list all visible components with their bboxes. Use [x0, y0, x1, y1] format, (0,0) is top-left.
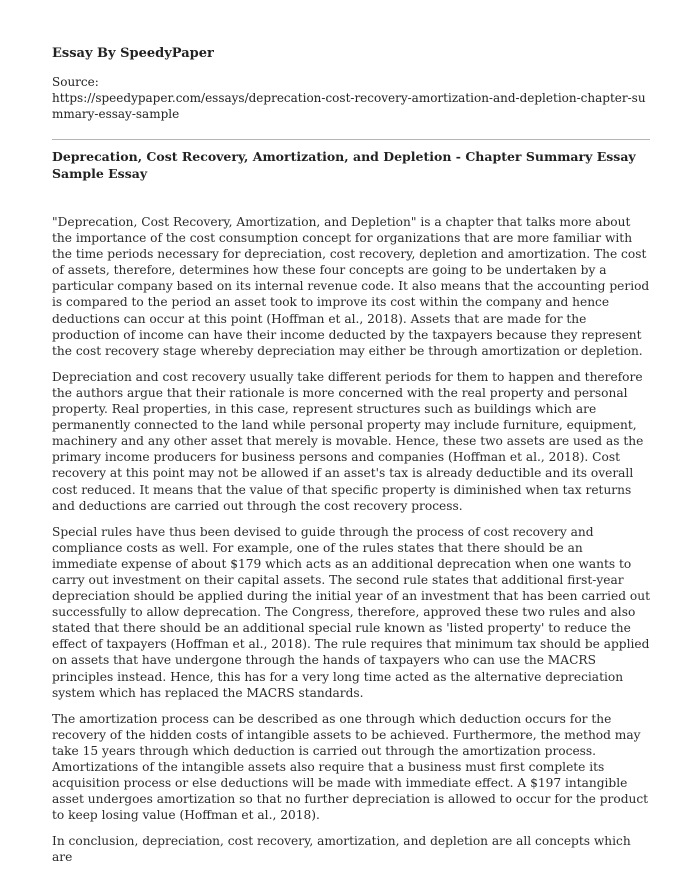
header-divider	[52, 139, 650, 140]
essay-body	[52, 214, 650, 876]
paragraph: In conclusion, depreciation, cost recovery, amortization, and depletion are all concepts which are	[52, 834, 631, 865]
essay-title: Deprecation, Cost Recovery, Amortization, and Depletion - Chapter Summary Essay Sample Essay	[52, 149, 636, 181]
paragraph: Depreciation and cost recovery usually take different periods for them to happen and therefore the authors argue that their rationale is more concerned with the real property and personal property. Real properties, in this case, represent structures such as buildings which are permanently connected to the land while personal property may include furniture, equipment, machinery and any other asset that merely is movable. Hence, these two assets are used as the primary income producers for business persons and companies (Hoffman et al., 2018). Cost recovery at this point may not be allowed if an asset's tax is already deductible and its overall cost reduced. It means that the value of that specific property is diminished when tax returns and deductions are carried out through the cost recovery process.	[52, 369, 644, 513]
source-label: Source:	[52, 75, 99, 89]
paragraph: The amortization process can be described as one through which deduction occurs for the recovery of the hidden costs of intangible assets to be achieved. Furthermore, the method may take 15 years through which deduction is carried out through the amortization process. Amortizations of the intangible assets also require that a business must first complete its acquisition process or else deductions will be made with immediate effect. A $197 intangible asset undergoes amortization so that no further depreciation is allowed to occur for the product to keep losing value (Hoffman et al., 2018).	[52, 711, 649, 823]
essay-author-heading: Essay By SpeedyPaper	[52, 46, 214, 61]
source-url-link[interactable]: https://speedypaper.com/essays/deprecation-cost-recovery-amortization-and-depletion-chapter-summary-essay-sample	[52, 91, 646, 121]
paragraph: Special rules have thus been devised to guide through the process of cost recovery and compliance costs as well. For example, one of the rules states that there should be an immediate expense of about $179 which acts as an additional deprecation when one wants to carry out investment on their capital assets. The second rule states that additional first-year depreciation should be applied during the initial year of an investment that has been carried out successfully to allow deprecation. The Congress, therefore, approved these two rules and also stated that there should be an additional special rule known as 'listed property' to reduce the effect of taxpayers (Hoffman et al., 2018). The rule requires that minimum tax should be applied on assets that have undergone through the hands of taxpayers who can use the MACRS principles instead. Hence, this has for a very long time acted as the alternative depreciation system which has replaced the MACRS standards.	[52, 524, 650, 700]
paragraph: "Deprecation, Cost Recovery, Amortization, and Depletion" is a chapter that talks more about the importance of the cost consumption concept for organizations that are more familiar with the time periods necessary for depreciation, cost recovery, depletion and amortization. The cost of assets, therefore, determines how these four concepts are going to be undertaken by a particular company based on its internal revenue code. It also means that the accounting period is compared to the period an asset took to improve its cost within the company and hence deductions can occur at this point (Hoffman et al., 2018). Assets that are made for the production of income can have their income deducted by the taxpayers because they represent the cost recovery stage whereby depreciation may either be through amortization or depletion.	[52, 215, 650, 358]
